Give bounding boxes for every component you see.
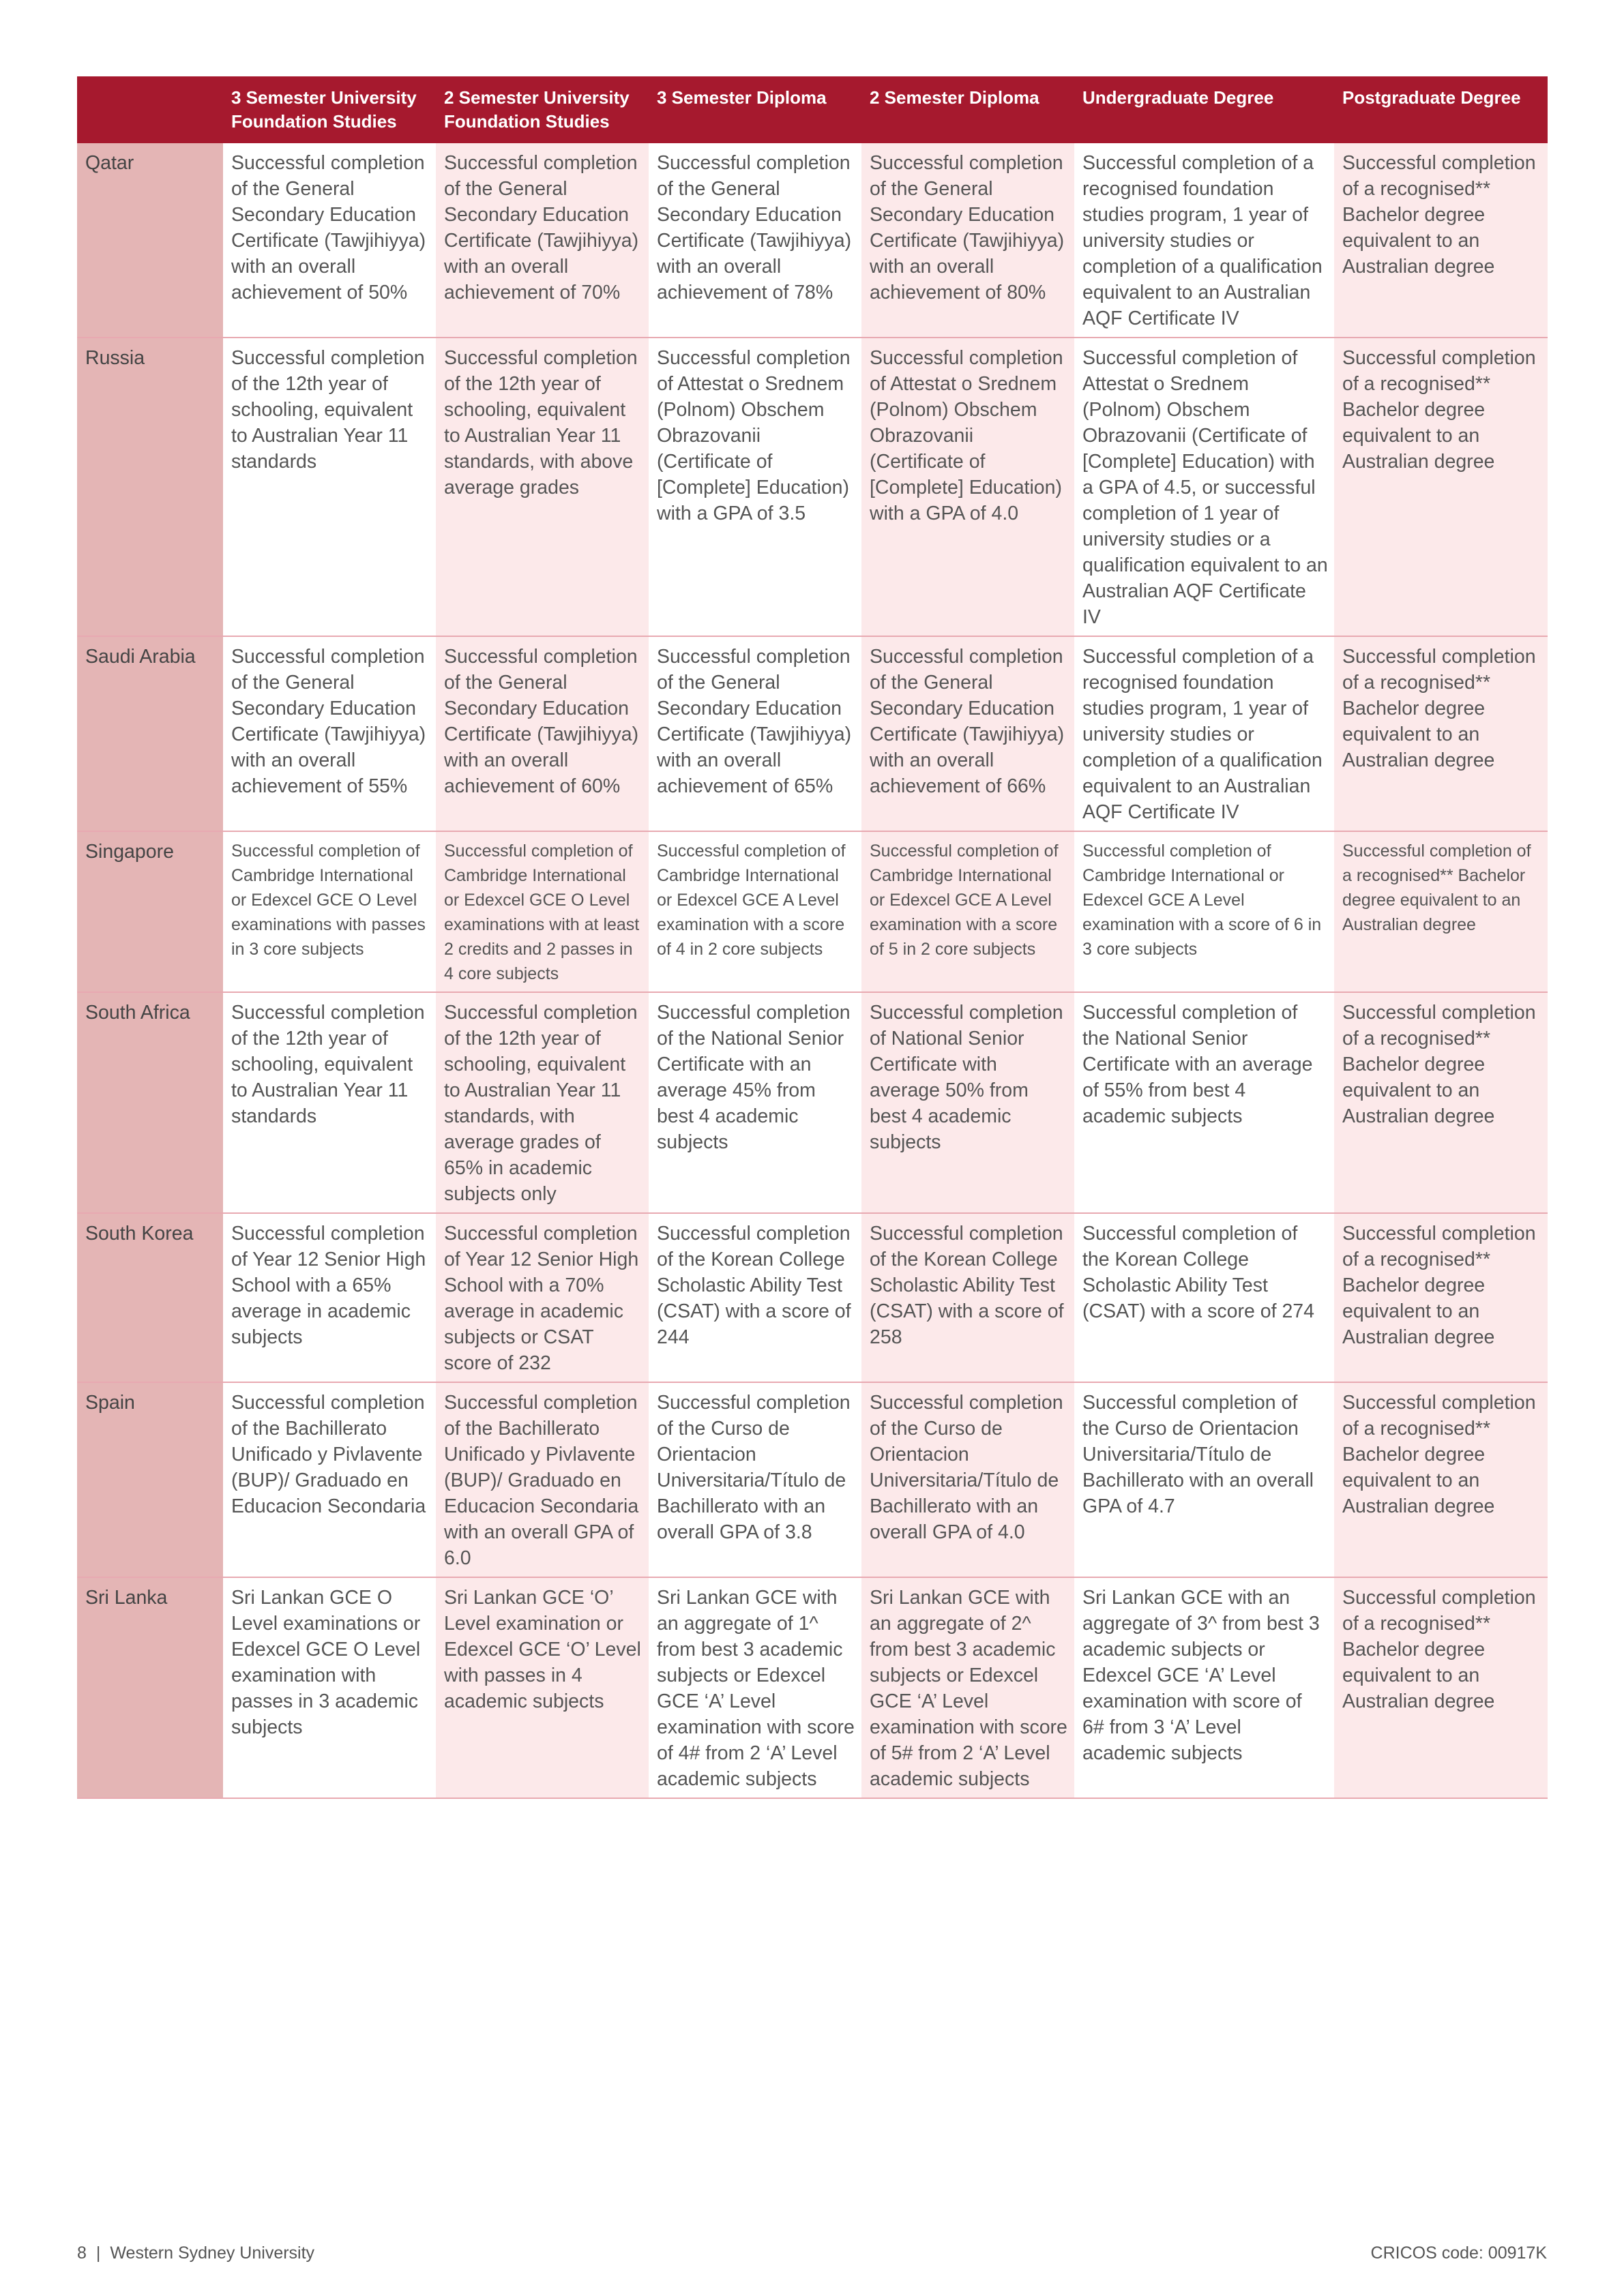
requirement-cell: Successful completion of the 12th year of schooling, equivalent to Australian Year 11 standards: [223, 992, 436, 1213]
requirement-cell: Successful completion of the Curso de Orientacion Universitaria/Título de Bachillerato with an overall GPA of 4.0: [861, 1382, 1074, 1577]
requirement-cell: Successful completion of Attestat o Srednem (Polnom) Obschem Obrazovanii (Certificate of [Complete] Education) with a GPA of 4.0: [861, 338, 1074, 636]
country-cell: Singapore: [77, 831, 223, 992]
requirement-cell: Successful completion of Cambridge International or Edexcel GCE A Level examination with a score of 6 in 3 core subjects: [1074, 831, 1334, 992]
table-row-qatar: [77, 143, 1548, 338]
header-2-semester-foundation: 2 Semester University Foundation Studies: [436, 76, 649, 143]
requirement-cell: Successful completion of Cambridge International or Edexcel GCE O Level examinations with at least 2 credits and 2 passes in 4 core subjects: [436, 831, 649, 992]
requirement-cell: Successful completion of Attestat o Srednem (Polnom) Obschem Obrazovanii (Certificate of [Complete] Education) with a GPA of 3.5: [649, 338, 861, 636]
requirement-cell: Successful completion of a recognised foundation studies program, 1 year of university studies or completion of a qualification equivalent to an Australian AQF Certificate IV: [1074, 636, 1334, 831]
country-cell: Qatar: [77, 143, 223, 338]
requirement-cell: Successful completion of the General Secondary Education Certificate (Tawjihiyya) with an overall achievement of 55%: [223, 636, 436, 831]
requirement-cell: Successful completion of the General Secondary Education Certificate (Tawjihiyya) with an overall achievement of 80%: [861, 143, 1074, 338]
requirement-cell: Successful completion of the Curso de Orientacion Universitaria/Título de Bachillerato with an overall GPA of 4.7: [1074, 1382, 1334, 1577]
requirement-cell: Successful completion of the Korean College Scholastic Ability Test (CSAT) with a score of 274: [1074, 1213, 1334, 1382]
country-cell: South Africa: [77, 992, 223, 1213]
requirement-cell: Successful completion of the 12th year of schooling, equivalent to Australian Year 11 standards, with above average grades: [436, 338, 649, 636]
requirement-cell: Successful completion of the 12th year of schooling, equivalent to Australian Year 11 standards, with average grades of 65% in academic subjects only: [436, 992, 649, 1213]
table-row-sri-lanka: [77, 1577, 1548, 1798]
requirement-cell: Successful completion of the Bachillerato Unificado y Pivlavente (BUP)/ Graduado en Educacion Secondaria with an overall GPA of 6.0: [436, 1382, 649, 1577]
requirement-cell: Sri Lankan GCE with an aggregate of 3^ from best 3 academic subjects or Edexcel GCE ‘A’ Level examination with score of 6# from 3 ‘A’ Level academic subjects: [1074, 1577, 1334, 1798]
requirement-cell: Successful completion of Cambridge International or Edexcel GCE A Level examination with a score of 5 in 2 core subjects: [861, 831, 1074, 992]
page-number: 8: [77, 2243, 87, 2263]
requirement-cell: Successful completion of a recognised** Bachelor degree equivalent to an Australian degree: [1334, 143, 1548, 338]
requirement-cell: Successful completion of the Bachillerato Unificado y Pivlavente (BUP)/ Graduado en Educacion Secondaria: [223, 1382, 436, 1577]
table-row-south-africa: [77, 992, 1548, 1213]
country-cell: Russia: [77, 338, 223, 636]
requirement-cell: Successful completion of National Senior Certificate with average 50% from best 4 academic subjects: [861, 992, 1074, 1213]
requirement-cell: Successful completion of Cambridge International or Edexcel GCE A Level examination with a score of 4 in 2 core subjects: [649, 831, 861, 992]
table-header-row: [77, 76, 1548, 143]
country-cell: Spain: [77, 1382, 223, 1577]
requirement-cell: Successful completion of a recognised** Bachelor degree equivalent to an Australian degree: [1334, 636, 1548, 831]
header-3-semester-foundation: 3 Semester University Foundation Studies: [223, 76, 436, 143]
requirement-cell: Successful completion of a recognised** Bachelor degree equivalent to an Australian degree: [1334, 338, 1548, 636]
requirement-cell: Successful completion of the General Secondary Education Certificate (Tawjihiyya) with an overall achievement of 78%: [649, 143, 861, 338]
requirement-cell: Successful completion of Year 12 Senior High School with a 65% average in academic subjects: [223, 1213, 436, 1382]
requirement-cell: Sri Lankan GCE with an aggregate of 2^ from best 3 academic subjects or Edexcel GCE ‘A’ Level examination with score of 5# from 2 ‘A’ Level academic subjects: [861, 1577, 1074, 1798]
table-row-spain: [77, 1382, 1548, 1577]
header-postgraduate-degree: Postgraduate Degree: [1334, 76, 1548, 143]
country-cell: South Korea: [77, 1213, 223, 1382]
country-cell: Sri Lanka: [77, 1577, 223, 1798]
header-undergraduate-degree: Undergraduate Degree: [1074, 76, 1334, 143]
requirement-cell: Sri Lankan GCE O Level examinations or Edexcel GCE O Level examination with passes in 3 academic subjects: [223, 1577, 436, 1798]
requirement-cell: Successful completion of the General Secondary Education Certificate (Tawjihiyya) with an overall achievement of 50%: [223, 143, 436, 338]
requirement-cell: Successful completion of the Curso de Orientacion Universitaria/Título de Bachillerato with an overall GPA of 3.8: [649, 1382, 861, 1577]
table-row-russia: [77, 338, 1548, 636]
cricos-code: CRICOS code: 00917K: [1370, 2243, 1547, 2263]
requirement-cell: Successful completion of the General Secondary Education Certificate (Tawjihiyya) with an overall achievement of 70%: [436, 143, 649, 338]
footer-separator: |: [95, 2243, 101, 2263]
requirement-cell: Successful completion of the Korean College Scholastic Ability Test (CSAT) with a score of 244: [649, 1213, 861, 1382]
requirement-cell: Successful completion of a recognised** Bachelor degree equivalent to an Australian degree: [1334, 992, 1548, 1213]
publisher-name: Western Sydney University: [110, 2243, 315, 2263]
requirement-cell: Successful completion of the Korean College Scholastic Ability Test (CSAT) with a score of 258: [861, 1213, 1074, 1382]
requirement-cell: Successful completion of the General Secondary Education Certificate (Tawjihiyya) with an overall achievement of 66%: [861, 636, 1074, 831]
requirement-cell: Successful completion of Cambridge International or Edexcel GCE O Level examinations with passes in 3 core subjects: [223, 831, 436, 992]
requirement-cell: Successful completion of the General Secondary Education Certificate (Tawjihiyya) with an overall achievement of 60%: [436, 636, 649, 831]
header-3-semester-diploma: 3 Semester Diploma: [649, 76, 861, 143]
requirement-cell: Successful completion of the National Senior Certificate with an average of 55% from best 4 academic subjects: [1074, 992, 1334, 1213]
table-row-singapore: [77, 831, 1548, 992]
requirement-cell: Sri Lankan GCE with an aggregate of 1^ from best 3 academic subjects or Edexcel GCE ‘A’ Level examination with score of 4# from 2 ‘A’ Level academic subjects: [649, 1577, 861, 1798]
table-row-saudi-arabia: [77, 636, 1548, 831]
table-row-south-korea: [77, 1213, 1548, 1382]
header-2-semester-diploma: 2 Semester Diploma: [861, 76, 1074, 143]
entry-requirements-table: [77, 76, 1548, 1799]
requirement-cell: Successful completion of a recognised** Bachelor degree equivalent to an Australian degree: [1334, 831, 1548, 992]
page-footer-left: [77, 2243, 314, 2263]
requirement-cell: Successful completion of a recognised** Bachelor degree equivalent to an Australian degree: [1334, 1577, 1548, 1798]
requirement-cell: Successful completion of Attestat o Srednem (Polnom) Obschem Obrazovanii (Certificate of [Complete] Education) with a GPA of 4.5, or successful completion of 1 year of university studies or a qualification equivalent to an Australian AQF Certificate IV: [1074, 338, 1334, 636]
requirement-cell: Successful completion of the 12th year of schooling, equivalent to Australian Year 11 standards: [223, 338, 436, 636]
requirement-cell: Sri Lankan GCE ‘O’ Level examination or Edexcel GCE ‘O’ Level with passes in 4 academic subjects: [436, 1577, 649, 1798]
requirement-cell: Successful completion of the National Senior Certificate with an average 45% from best 4 academic subjects: [649, 992, 861, 1213]
header-corner-cell: [77, 76, 223, 143]
requirement-cell: Successful completion of a recognised** Bachelor degree equivalent to an Australian degree: [1334, 1382, 1548, 1577]
country-cell: Saudi Arabia: [77, 636, 223, 831]
requirement-cell: Successful completion of the General Secondary Education Certificate (Tawjihiyya) with an overall achievement of 65%: [649, 636, 861, 831]
requirement-cell: Successful completion of a recognised foundation studies program, 1 year of university studies or completion of a qualification equivalent to an Australian AQF Certificate IV: [1074, 143, 1334, 338]
requirement-cell: Successful completion of a recognised** Bachelor degree equivalent to an Australian degree: [1334, 1213, 1548, 1382]
requirement-cell: Successful completion of Year 12 Senior High School with a 70% average in academic subjects or CSAT score of 232: [436, 1213, 649, 1382]
